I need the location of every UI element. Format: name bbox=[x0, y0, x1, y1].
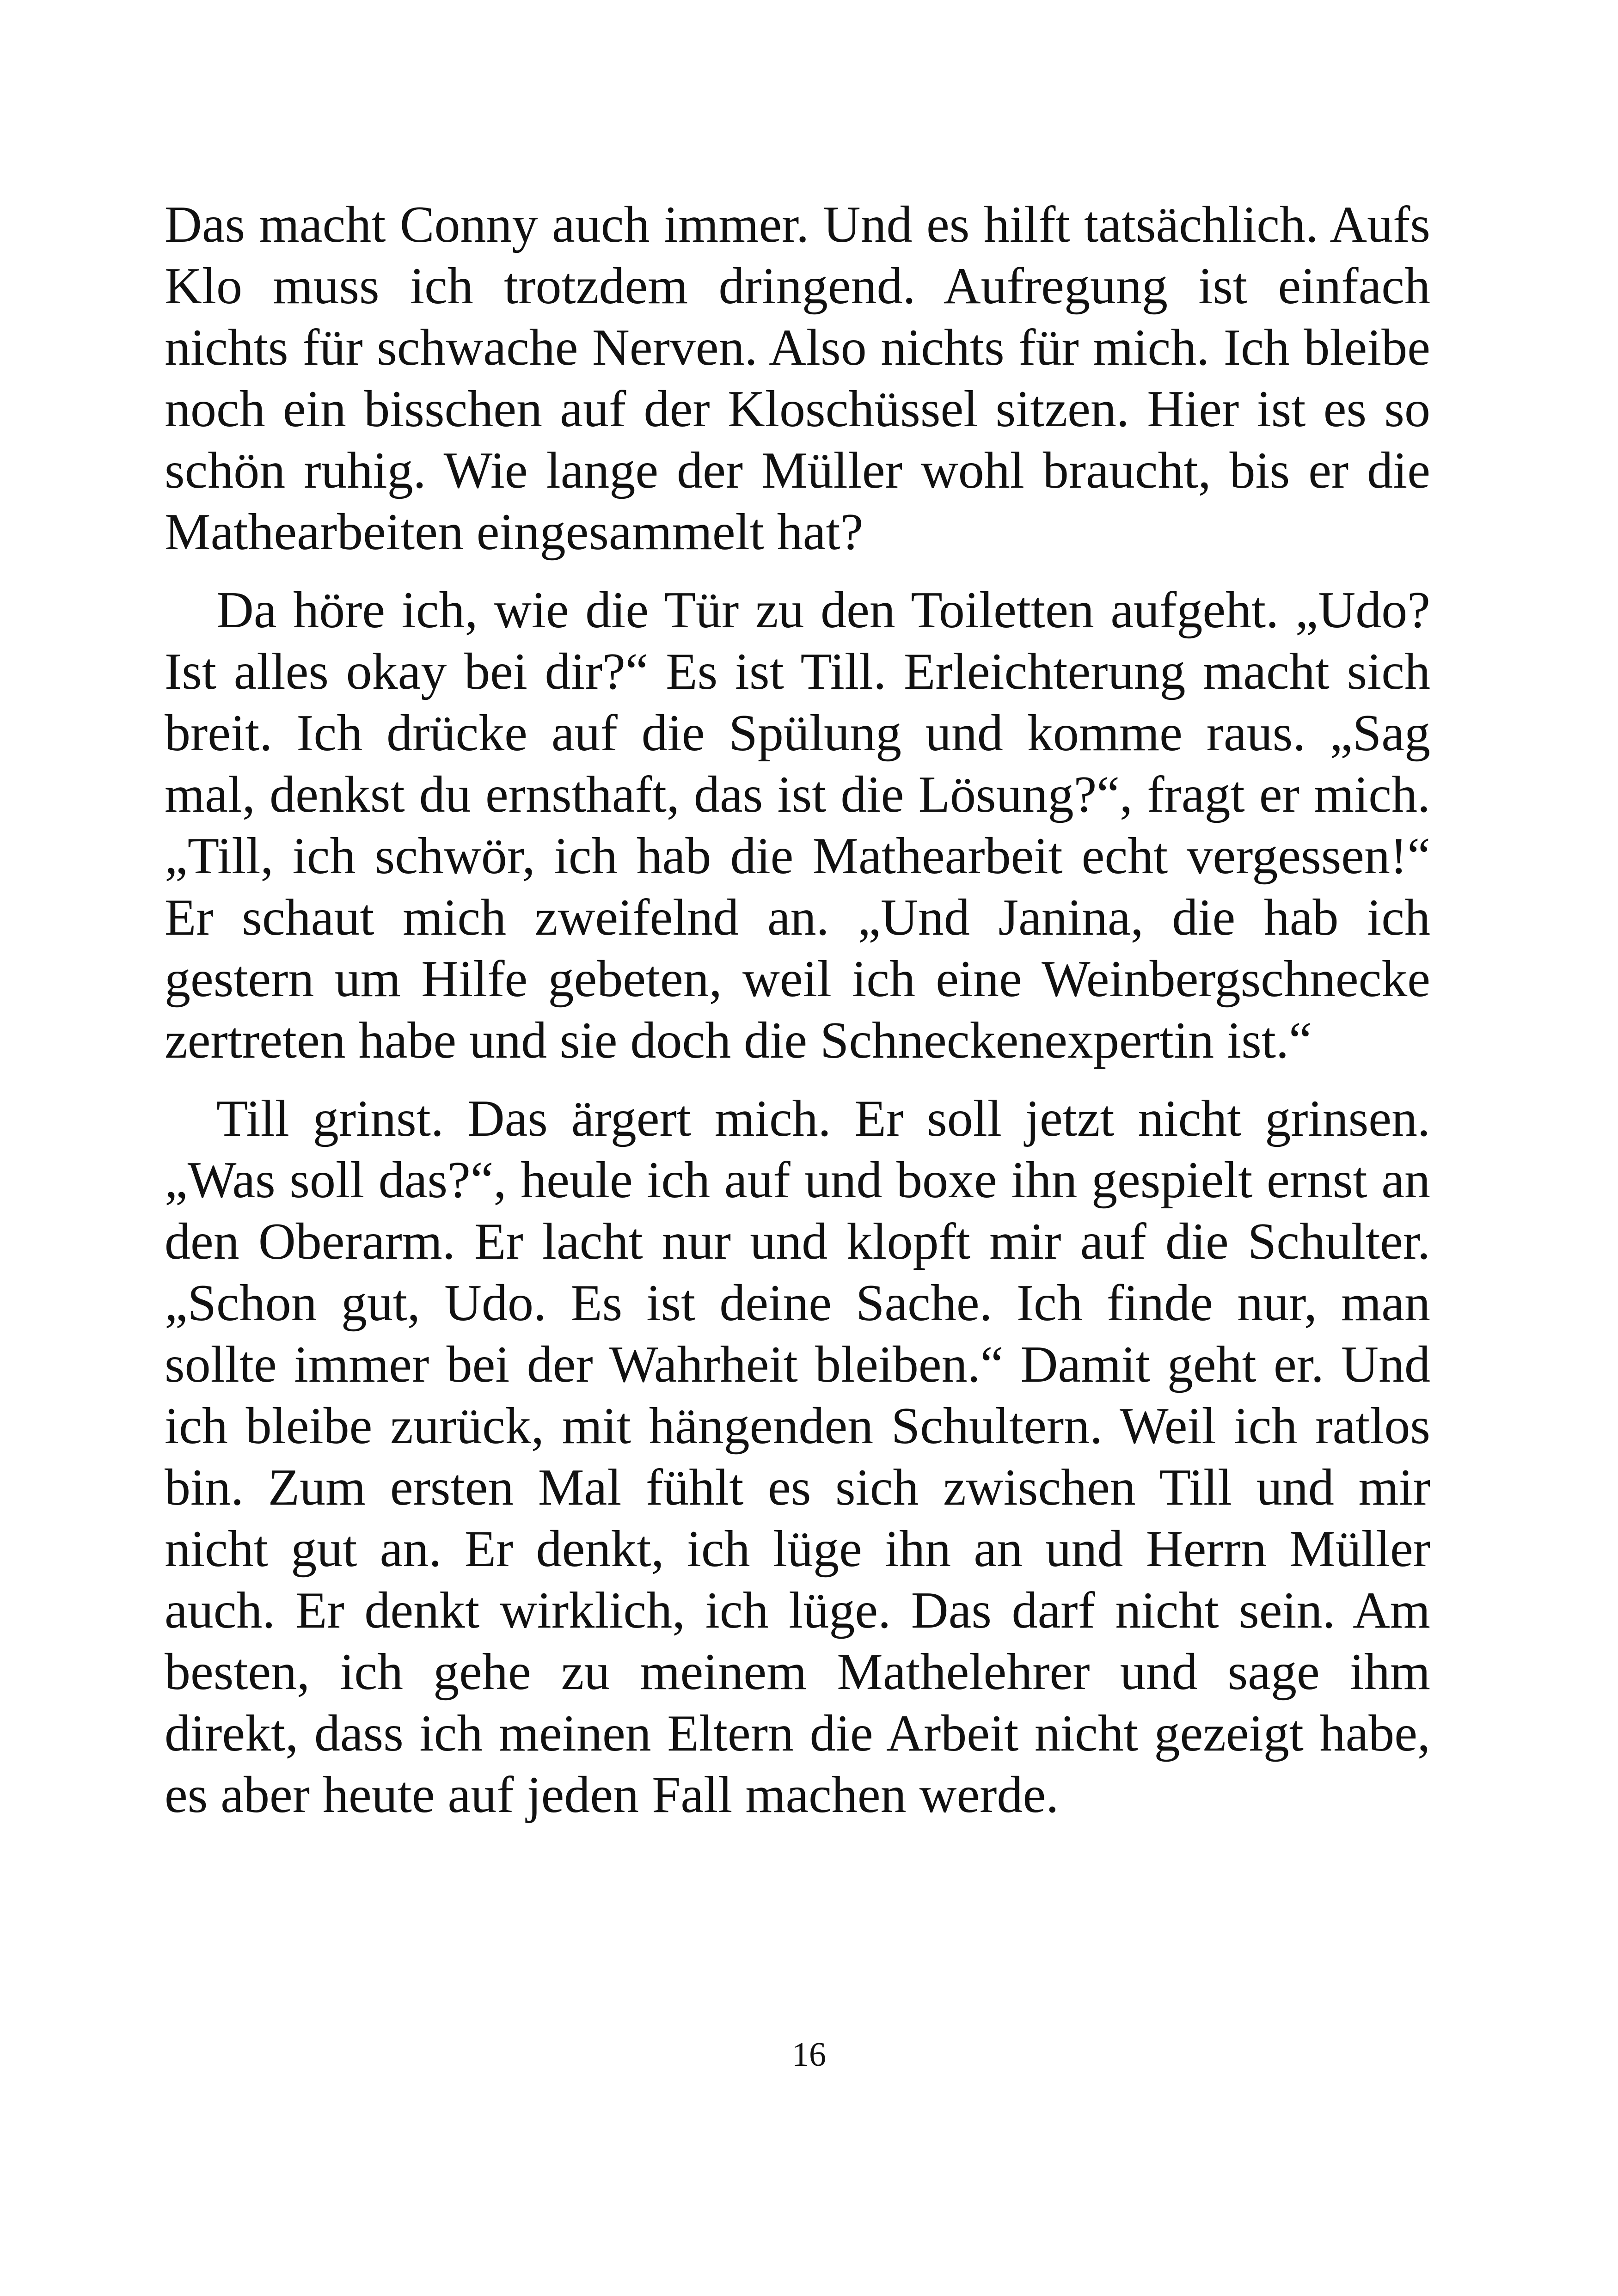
paragraph-1: Das macht Conny auch immer. Und es hilft tatsächlich. Aufs Klo muss ich trotzdem dringend. Aufregung ist einfach nichts für schwache Nerven. Also nichts für mich. Ich bleibe noch ein bisschen auf der Kloschüssel sitzen. Hier ist es so schön ruhig. Wie lange der Müller wohl braucht, bis er die Mathearbeiten eingesammelt hat? bbox=[165, 196, 1430, 561]
paragraph-2: Da höre ich, wie die Tür zu den Toiletten aufgeht. „Udo? Ist alles okay bei dir?“ Es ist Till. Erleichterung macht sich breit. Ich drücke auf die Spülung und komme raus. „Sag mal, denkst du ernsthaft, das ist die Lösung?“, fragt er mich. „Till, ich schwör, ich hab die Mathearbeit echt vergessen!“ Er schaut mich zweifelnd an. „Und Janina, die hab ich gestern um Hilfe gebeten, weil ich eine Weinbergschnecke zertreten habe und sie doch die Schneckenexpertin ist.“ bbox=[165, 582, 1430, 1069]
paragraph-3: Till grinst. Das ärgert mich. Er soll jetzt nicht grinsen. „Was soll das?“, heule ich auf und boxe ihn gespielt ernst an den Oberarm. Er lacht nur und klopft mir auf die Schulter. „Schon gut, Udo. Es ist deine Sache. Ich finde nur, man sollte immer bei der Wahrheit bleiben.“ Damit geht er. Und ich bleibe zurück, mit hängenden Schultern. Weil ich ratlos bin. Zum ersten Mal fühlt es sich zwischen Till und mir nicht gut an. Er denkt, ich lüge ihn an und Herrn Müller auch. Er denkt wirklich, ich lüge. Das darf nicht sein. Am besten, ich gehe zu meinem Mathelehrer und sage ihm direkt, dass ich meinen Eltern die Arbeit nicht gezeigt habe, es aber heute auf jeden Fall machen werde. bbox=[165, 1090, 1430, 1824]
body-text bbox=[165, 194, 1430, 1826]
page-number: 16 bbox=[792, 2036, 826, 2074]
